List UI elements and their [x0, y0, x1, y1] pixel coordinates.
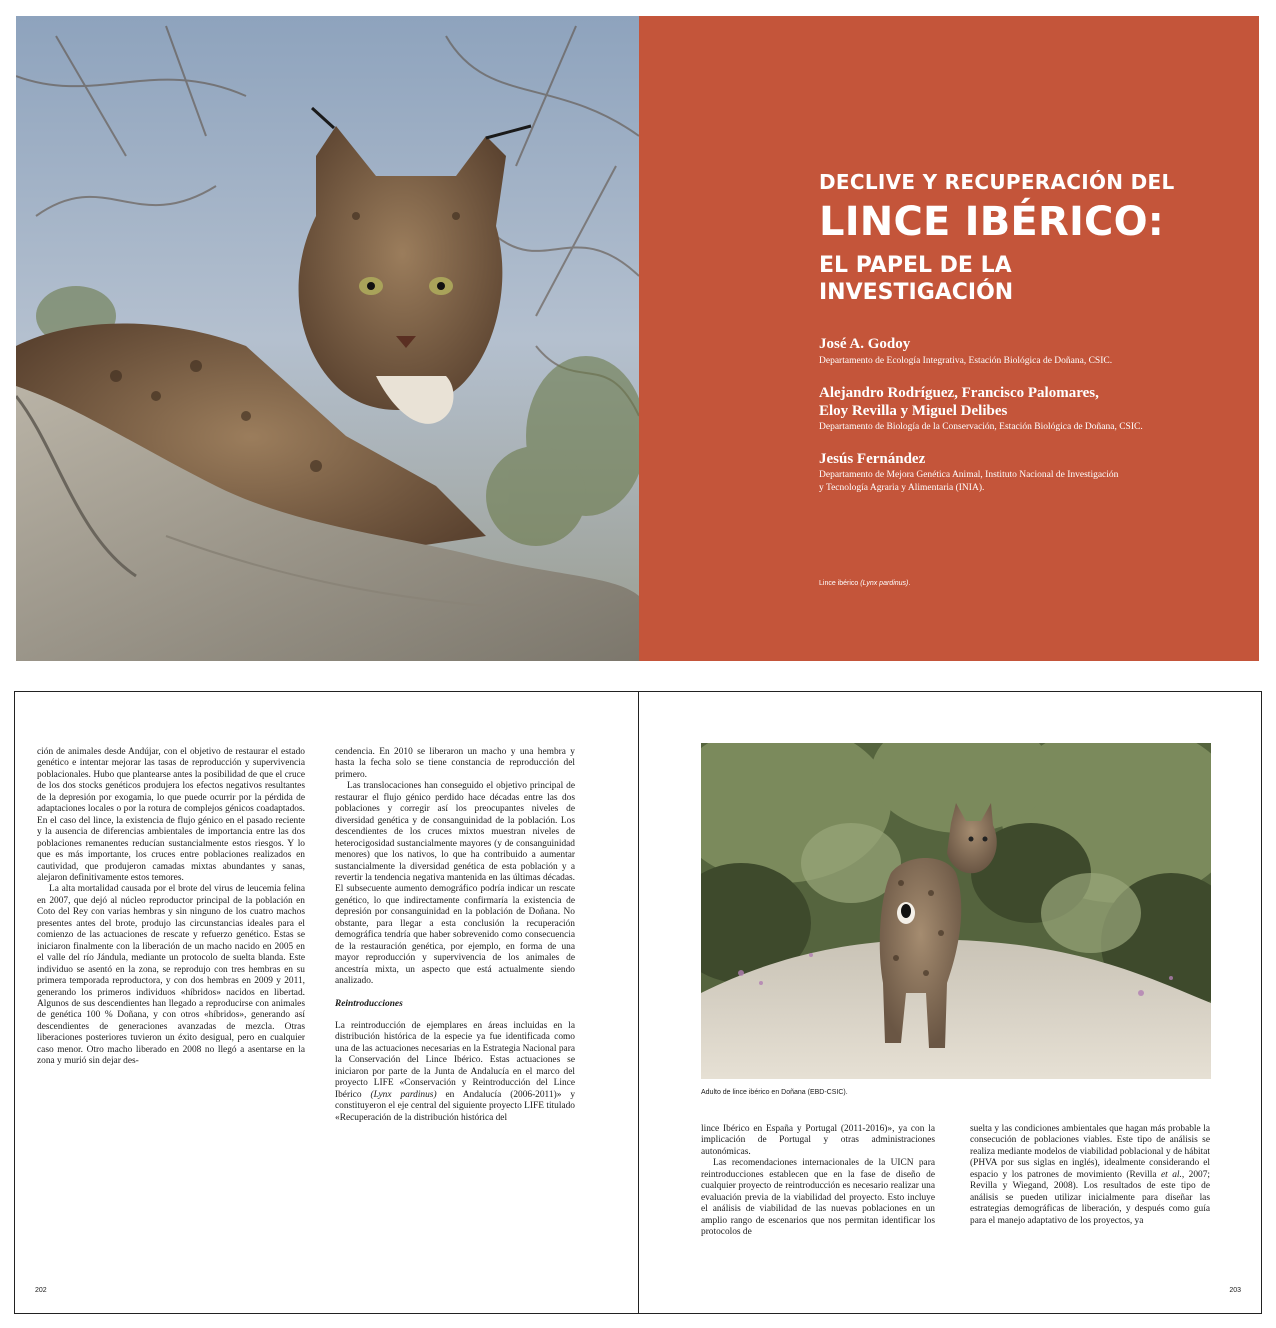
- caption-top-species: (Lynx pardinus): [860, 580, 909, 587]
- reintro-text-a: La reintroducción de ejemplares en áreas incluidas en la distribución histórica de la especie ya fue identificada como una de las actuaciones necesarias en la Estrategia Nacional para la Conservación del Lince Ibérico. Estas actuaciones se iniciaron por parte de la Junta de Andalucía en el marco del proyecto LIFE «Conservación y Reintroducción del Lince Ibérico: [335, 1020, 575, 1100]
- page-203: [638, 691, 1262, 1314]
- page-202: [14, 691, 638, 1314]
- paragraph: [970, 1124, 1210, 1227]
- lynx-photo-illustration: [16, 16, 639, 661]
- paragraph: ción de animales desde Andújar, con el objetivo de restaurar el estado genético e intentar mejorar las tasas de reproducción y supervivencia poblacionales. Hubo que plantearse antes la posibilidad de que el cruce de los dos stocks genéticos produjera los efectos negativos resultantes de la depresión por exogamia, lo que puede ocurrir por la pérdida de adaptaciones locales o por la rotura de complejos génicos coadaptados. En el caso del lince, la existencia de flujo génico en el pasado reciente y la ausencia de diferencias ambientales de importancia entre las dos poblaciones remanentes reducían sustancialmente estos riesgos. Y lo que es más importante, los cruces entre poblaciones realizados en cautividad, que produjeron camadas mixtas abundantes y sanas, alejaron definitivamente estos temores.: [37, 747, 305, 883]
- paragraph: La alta mortalidad causada por el brote del virus de leucemia felina en 2007, que dejó al núcleo reproductor principal de la población en Coto del Rey con varias hembras y sin ninguno de los cuatro machos presentes antes del brote, produjo las circunstancias ideales para el comienzo de las actuaciones de rescate y refuerzo genético. Estas se iniciaron finalmente con la liberación de un macho nacido en 2005 en el valle del río Jándula, mediante un protocolo de suelta blanda. Este individuo se asentó en la zona, se reprodujo con tres hembras en su primera temporada reproductora, y con dos hembras en 2009 y 2011, generando los primeros individuos «híbridos» nacidos en libertad. Algunos de sus descendientes han llegado a reproducirse con animales de genética 100 % Doñana, y con otros «híbridos», generando así descendientes de generaciones avanzadas de mezcla. Otras liberaciones posteriores tuvieron un éxito desigual, pero en cualquier caso menor. Otro macho liberado en 2008 no llegó a asentarse en la zona y murió sin dejar des-: [37, 884, 305, 1067]
- title-sub: [819, 252, 1013, 306]
- page-number-right: 203: [1229, 1287, 1241, 1294]
- title-panel: [639, 16, 1259, 661]
- section-heading: Reintroducciones: [335, 998, 403, 1009]
- photo-caption-right: Adulto de lince ibérico en Doñana (EBD-CSIC).: [701, 1089, 848, 1096]
- paragraph: Las translocaciones han conseguido el objetivo principal de restaurar el flujo génico perdido hace décadas entre las dos poblaciones y corregir así los preocupantes niveles de diversidad genética y de consanguinidad de la población. Los descendientes de los cruces mixtos muestran niveles de heterocigosidad sustancialmente mayores (y de consanguinidad menores) que los nativos, lo que ha contribuido a aumentar sustancialmente la diversidad genética de esta población y a revertir la tendencia negativa mantenida en las últimas décadas. El subsecuente aumento demográfico podría indicar un rescate genético, lo que indirectamente confirmaría la existencia de depresión por consanguinidad en la población de Doñana. No obstante, para llegar a esta conclusión la recuperación demográfica tendría que haber sobrevenido como consecuencia de la restauración genética, por ejemplo, en forma de una mayor reproducción y supervivencia de los animales de ancestría mixta, un aspecto que está actualmente siendo analizado.: [335, 781, 575, 987]
- photo-caption-top: [819, 580, 910, 587]
- page-number-left: 202: [35, 1287, 47, 1294]
- title-sub-line2: INVESTIGACIÓN: [819, 280, 1014, 305]
- paragraph: Las recomendaciones internacionales de la UICN para reintroducciones establecen que en la fase de diseño de cualquier proyecto de reintroducción es necesario realizar una evaluación previa de la viabilidad del proyecto. Esto incluye el análisis de viabilidad de las nuevas poblaciones en un amplio rango de escenarios que nos permitan identificar los protocolos de: [701, 1158, 935, 1238]
- right-page-column-2: [970, 1124, 1210, 1227]
- caption-top-prefix: Lince ibérico: [819, 580, 861, 587]
- paragraph: lince Ibérico en España y Portugal (2011-2016)», ya con la implicación de Portugal y otras administraciones autonómicas.: [701, 1124, 935, 1157]
- title-kicker: DECLIVE Y RECUPERACIÓN DEL: [819, 170, 1175, 194]
- author-godoy: José A. Godoy: [819, 336, 911, 352]
- author-rodriguez-group-line1: Alejandro Rodríguez, Francisco Palomares,: [819, 385, 1099, 401]
- left-page-column-1: [37, 747, 305, 1068]
- phva-etal: et al.: [1161, 1169, 1182, 1180]
- paragraph: cendencia. En 2010 se liberaron un macho y una hembra y hasta la fecha solo se tiene constancia de reproducción del primero.: [335, 747, 575, 780]
- affiliation-rodriguez-group: Departamento de Biología de la Conservación, Estación Biológica de Doñana, CSIC.: [819, 422, 1143, 432]
- author-rodriguez-group-line2: Eloy Revilla y Miguel Delibes: [819, 403, 1008, 419]
- donana-lynx-illustration: [701, 743, 1211, 1079]
- donana-lynx-photo: [701, 743, 1211, 1079]
- affiliation-godoy: Departamento de Ecología Integrativa, Estación Biológica de Doñana, CSIC.: [819, 356, 1113, 366]
- author-fernandez: Jesús Fernández: [819, 451, 926, 467]
- affiliation-fernandez-line1: Departamento de Mejora Genética Animal, Instituto Nacional de Investigación: [819, 470, 1119, 480]
- reintro-text-b: en Andalucía (2006-2011)» y constituyeron el eje central del siguiente proyecto LIFE titulado «Recuperación de la distribución histórica del: [335, 1089, 576, 1123]
- lynx-photo: [16, 16, 639, 661]
- right-page-column-1: [701, 1124, 935, 1239]
- reintro-species: (Lynx pardinus): [370, 1089, 437, 1100]
- left-page-column-2: [335, 747, 575, 1124]
- affiliation-fernandez-line2: y Tecnología Agraria y Alimentaria (INIA).: [819, 483, 985, 493]
- title-sub-line1: EL PAPEL DE LA: [819, 253, 1012, 278]
- caption-top-suffix: .: [908, 580, 911, 587]
- phva-text-b: , 2007; Revilla y Wiegand, 2008). Los resultados de este tipo de análisis se pueden utilizar inicialmente para diseñar las estrategias demográficas de liberación, y después como guía para el manejo adaptativo de los proyectos, ya: [970, 1169, 1211, 1226]
- title-main: LINCE IBÉRICO:: [819, 199, 1164, 245]
- phva-text-a: suelta y las condiciones ambientales que hagan más probable la consecución de poblaciones viables. Este tipo de análisis se realiza mediante modelos de viabilidad poblacional y de hábitat (PHVA por sus siglas en inglés), idealmente considerando el espacio y los patrones de movimiento (Revilla: [970, 1124, 1210, 1180]
- paragraph: [335, 1021, 575, 1124]
